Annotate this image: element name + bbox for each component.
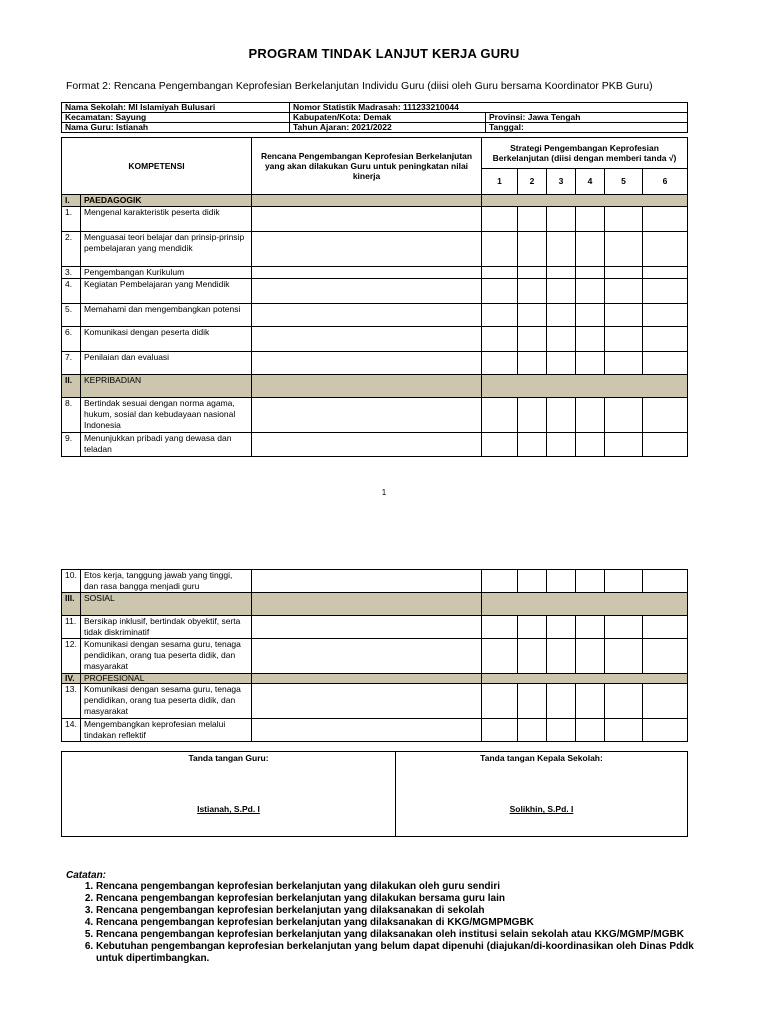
header-kompetensi: KOMPETENSI — [62, 138, 252, 195]
teacher-signature-label: Tanda tangan Guru: — [188, 753, 269, 763]
signature-table — [61, 751, 688, 837]
competency-table-page2 — [61, 569, 688, 742]
kabupaten: Kabupaten/Kota: Demak — [290, 113, 486, 123]
teacher-signature-box[interactable] — [62, 752, 396, 837]
principal-signature-box[interactable] — [396, 752, 688, 837]
section-row: I. PAEDAGOGIK — [62, 195, 688, 207]
section-row: III. SOSIAL — [62, 593, 688, 616]
section-profesional: PROFESIONAL — [81, 674, 252, 684]
table-row: 2. Menguasai teori belajar dan prinsip-prinsip pembelajaran yang mendidik — [62, 232, 688, 267]
school-nsm: Nomor Statistik Madrasah: 111233210044 — [290, 103, 459, 112]
header-col-6: 6 — [643, 169, 688, 195]
competency-table-page1 — [61, 137, 688, 457]
list-item: 2. Rencana pengembangan keprofesian berkelanjutan yang dilakukan bersama guru lain — [96, 893, 706, 905]
provinsi: Provinsi: Jawa Tengah — [486, 113, 688, 123]
header-col-5: 5 — [605, 169, 643, 195]
header-col-1: 1 — [482, 169, 518, 195]
section-kepribadian: KEPRIBADIAN — [81, 375, 252, 398]
section-row: IV. PROFESIONAL — [62, 674, 688, 684]
table-row: 3. Pengembangan Kurikulum — [62, 267, 688, 279]
principal-signature-name: Solikhin, S.Pd. I — [509, 804, 574, 814]
teacher-name: Nama Guru: Istianah — [62, 123, 290, 133]
table-row: 10. Etos kerja, tanggung jawab yang tinggi, dan rasa bangga menjadi guru — [62, 570, 688, 593]
header-col-2: 2 — [518, 169, 547, 195]
school-name: Nama Sekolah: MI Islamiyah Bulusari — [62, 103, 290, 113]
notes-caption: Catatan: — [66, 870, 107, 881]
table-row: 6. Komunikasi dengan peserta didik — [62, 327, 688, 352]
section-paedagogik: PAEDAGOGIK — [81, 195, 252, 207]
table-row: 5. Memahami dan mengembangkan potensi — [62, 304, 688, 327]
school-info-table — [61, 102, 688, 133]
list-item: 1. Rencana pengembangan keprofesian berkelanjutan yang dilakukan oleh guru sendiri — [96, 881, 706, 893]
principal-signature-label: Tanda tangan Kepala Sekolah: — [480, 753, 603, 763]
table-row: 7. Penilaian dan evaluasi — [62, 352, 688, 375]
table-row: 9. Menunjukkan pribadi yang dewasa dan teladan — [62, 433, 688, 457]
table-row: 14. Mengembangkan keprofesian melalui tindakan reflektif — [62, 719, 688, 742]
notes-list — [66, 881, 706, 965]
section-row: II. KEPRIBADIAN — [62, 375, 688, 398]
table-row: 12. Komunikasi dengan sesama guru, tenaga pendidikan, orang tua peserta didik, dan masyarakat — [62, 639, 688, 674]
table-row: 8. Bertindak sesuai dengan norma agama, hukum, sosial dan kebudayaan nasional Indonesia — [62, 398, 688, 433]
table-row: 1. Mengenal karakteristik peserta didik — [62, 207, 688, 232]
list-item: 4. Rencana pengembangan keprofesian berkelanjutan yang dilaksanakan di KKG/MGMPMGBK — [96, 917, 706, 929]
kecamatan: Kecamatan: Sayung — [62, 113, 290, 123]
date-field[interactable]: Tanggal: — [486, 123, 688, 133]
list-item: 6. Kebutuhan pengembangan keprofesian berkelanjutan yang belum dapat dipenuhi (diajukan/di-koordinasikan oleh Dinas Pddk untuk dipertimbangkan. — [96, 941, 706, 965]
section-sosial: SOSIAL — [81, 593, 252, 616]
table-row: 4. Kegiatan Pembelajaran yang Mendidik — [62, 279, 688, 304]
table-row: 11. Bersikap inklusif, bertindak obyektif, serta tidak diskriminatif — [62, 616, 688, 639]
page-number: 1 — [381, 488, 387, 497]
table-row: 13. Komunikasi dengan sesama guru, tenaga pendidikan, orang tua peserta didik, dan masyarakat — [62, 684, 688, 719]
school-year: Tahun Ajaran: 2021/2022 — [290, 123, 486, 133]
page-title: PROGRAM TINDAK LANJUT KERJA GURU — [248, 46, 520, 61]
list-item: 5. Rencana pengembangan keprofesian berkelanjutan yang dilaksanakan oleh institusi selain sekolah atau KKG/MGMP/MGBK — [96, 929, 706, 941]
list-item: 3. Rencana pengembangan keprofesian berkelanjutan yang dilaksanakan di sekolah — [96, 905, 706, 917]
header-strategi: Strategi Pengembangan Keprofesian Berkelanjutan (diisi dengan memberi tanda √) — [482, 138, 688, 169]
header-rencana: Rencana Pengembangan Keprofesian Berkelanjutan yang akan dilakukan Guru untuk peningkatan nilai kinerja — [252, 138, 482, 195]
header-col-4: 4 — [576, 169, 605, 195]
notes-section — [66, 870, 706, 965]
header-col-3: 3 — [547, 169, 576, 195]
teacher-signature-name: Istianah, S.Pd. I — [197, 804, 260, 814]
format-subtitle: Format 2: Rencana Pengembangan Keprofesian Berkelanjutan Individu Guru (diisi oleh Guru bersama Koordinator PKB Guru) — [66, 80, 653, 92]
